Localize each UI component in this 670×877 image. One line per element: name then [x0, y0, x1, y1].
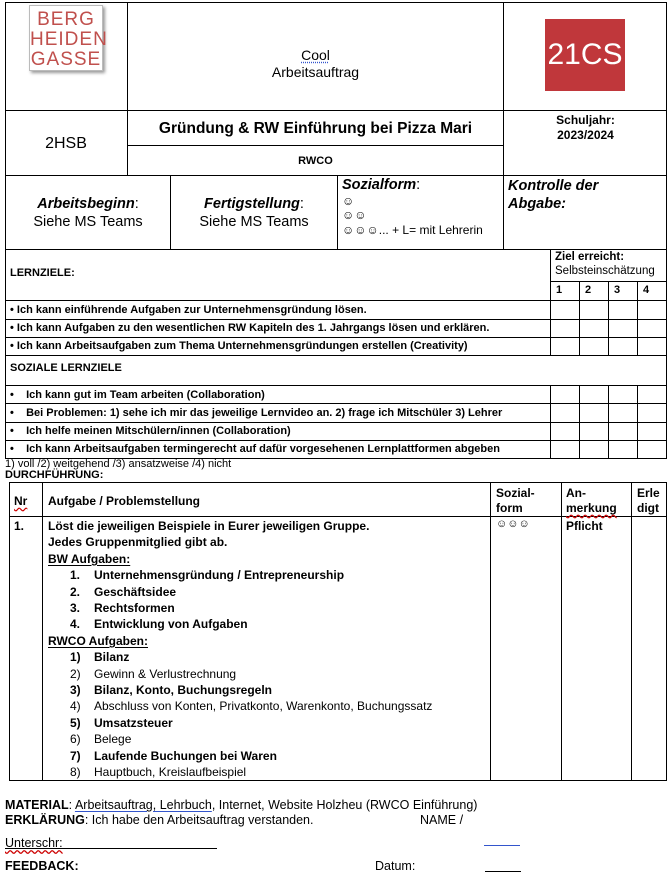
item-text: Entwicklung von Aufgaben [94, 617, 248, 632]
item-number: 3. [70, 601, 81, 615]
fertigstellung: Fertigstellung: Siehe MS Teams [199, 196, 309, 230]
soziales-item: • Ich helfe meinen Mitschülern/innen (Collaboration) [10, 425, 291, 437]
item-number: 1) [70, 650, 81, 665]
list-item [48, 698, 488, 714]
material-link[interactable]: Arbeitsauftrag, Lehrbuch [74, 798, 212, 812]
datum-line[interactable] [485, 871, 521, 872]
task-anmerkung: Pflicht [566, 519, 603, 533]
item-text: Abschluss von Konten, Privatkonto, Warenkonto, Buchungssatz [94, 699, 433, 714]
item-text: Umsatzsteuer [94, 715, 173, 730]
sozialform: Sozialform: ☺ ☺☺ ☺☺☺... + L= mit Lehrerin [342, 177, 483, 237]
task-description: Löst die jeweiligen Beispiele in Eurer jeweiligen Gruppe. Jedes Gruppenmitglied gibt ab. BW Aufgaben: 1. Unternehmensgründung / Entrepreneurship 2. Geschäftsidee 3. Rechtsformen 4. Entwicklung von Aufgaben RWCO Aufgaben: 1) Bilanz 2) Gewinn & Verlustrechnung 3) Bilanz, Konto, Buchungsregeln 4) Abschluss von Konten, Privatkonto, Warenkonto, Buchungssatz 5) Umsatzsteuer 6) Belege 7) Laufende Buchungen bei Waren 8) Hauptbuch, Kreislaufbeispiel [48, 518, 488, 780]
list-item [48, 567, 488, 583]
rwco-heading: RWCO Aufgaben: [48, 633, 148, 648]
item-number: 3) [70, 682, 81, 697]
topic-title: Gründung & RW Einführung bei Pizza Mari [158, 119, 473, 137]
item-number: 4. [70, 617, 81, 632]
rating-col-2: 2 [585, 284, 592, 296]
soziale-heading: SOZIALE LERNZIELE [10, 362, 122, 374]
rating-col-1: 1 [556, 284, 563, 296]
item-text: Bilanz [94, 650, 130, 665]
erklaerung-line: ERKLÄRUNG: Ich habe den Arbeitsauftrag verstanden. [5, 813, 314, 827]
item-number: 6) [70, 732, 81, 747]
list-item [48, 748, 488, 764]
unterschrift-label: Unterschr: [5, 836, 63, 850]
rwco-list [48, 649, 488, 780]
kontrolle-abgabe: Kontrolle der Abgabe: [508, 178, 599, 212]
list-item [48, 682, 488, 698]
col-anmerkung: An- merkung [566, 486, 617, 515]
soziales-item: • Ich kann gut im Team arbeiten (Collaboration) [10, 389, 265, 401]
list-item [48, 649, 488, 665]
item-number: 7) [70, 748, 81, 763]
feedback-label: FEEDBACK: [5, 859, 79, 873]
lernziele-heading: LERNZIELE: [10, 267, 75, 279]
col-aufgabe: Aufgabe / Problemstellung [48, 494, 201, 508]
subject: RWCO [298, 154, 333, 167]
datum-label: Datum: [375, 859, 416, 873]
item-text: Belege [94, 732, 132, 747]
list-item [48, 731, 488, 747]
item-number: 5) [70, 715, 81, 730]
task-sozialform: ☺☺☺ [496, 518, 530, 530]
item-number: 1. [70, 568, 81, 583]
list-item [48, 616, 488, 632]
21cs-logo: 21CS [545, 19, 625, 91]
item-text: Bilanz, Konto, Buchungsregeln [94, 682, 273, 697]
name-label: NAME / [420, 813, 464, 827]
col-erledigt: Erle digt [637, 486, 660, 515]
list-item [48, 764, 488, 780]
task-nr: 1. [14, 519, 25, 533]
soziales-item: • Ich kann Arbeitsaufgaben termingerecht auf dafür vorgesehenen Lernplattformen abgeben [10, 443, 500, 455]
rating-col-4: 4 [643, 284, 650, 296]
col-sozialform: Sozial- form [496, 486, 535, 515]
lernziel-item: • Ich kann einführende Aufgaben zur Unternehmensgründung lösen. [10, 304, 367, 316]
list-item [48, 715, 488, 731]
scale-note: 1) voll /2) weitgehend /3) ansatzweise /4) nicht [5, 458, 232, 470]
bw-heading: BW Aufgaben: [48, 551, 131, 566]
class-name: 2HSB [45, 134, 87, 152]
lernziel-item: • Ich kann Arbeitsaufgaben zum Thema Unternehmensgründungen erstellen (Creativity) [10, 340, 468, 352]
arbeitsbeginn: Arbeitsbeginn: Siehe MS Teams [33, 196, 143, 230]
doc-title: Cool Arbeitsauftrag [271, 47, 360, 80]
item-text: Unternehmensgründung / Entrepreneurship [94, 568, 345, 583]
soziales-item: • Bei Problemen: 1) sehe ich mir das jeweilige Lernvideo an. 2) frage ich Mitschüler 3) Lehrer [10, 407, 503, 419]
signature-line[interactable] [5, 848, 217, 849]
school-logo: BERG HEIDEN GASSE [29, 5, 103, 71]
lernziel-item: • Ich kann Aufgaben zu den wesentlichen RW Kapiteln des 1. Jahrgangs lösen und erklären. [10, 322, 490, 334]
material-line: MATERIAL: Arbeitsauftrag, Lehrbuch, Internet, Website Holzheu (RWCO Einführung) [5, 798, 478, 812]
list-item [48, 600, 488, 616]
list-item [48, 666, 488, 682]
list-item [48, 584, 488, 600]
bw-list [48, 567, 488, 633]
item-text: Hauptbuch, Kreislaufbeispiel [94, 764, 247, 779]
schuljahr: Schuljahr: 2023/2024 [556, 113, 615, 142]
item-text: Geschäftsidee [94, 584, 177, 599]
col-nr: Nr [14, 494, 28, 508]
item-number: 8) [70, 764, 81, 779]
item-text: Gewinn & Verlustrechnung [94, 666, 237, 681]
durchfuehrung-heading: DURCHFÜHRUNG: [5, 469, 104, 481]
rating-col-3: 3 [614, 284, 621, 296]
item-number: 4) [70, 699, 81, 714]
ziel-erreicht: Ziel erreicht: Selbsteinschätzung [555, 251, 655, 277]
item-text: Laufende Buchungen bei Waren [94, 748, 277, 763]
item-text: Rechtsformen [94, 601, 175, 615]
item-number: 2. [70, 584, 81, 599]
item-number: 2) [70, 666, 81, 681]
